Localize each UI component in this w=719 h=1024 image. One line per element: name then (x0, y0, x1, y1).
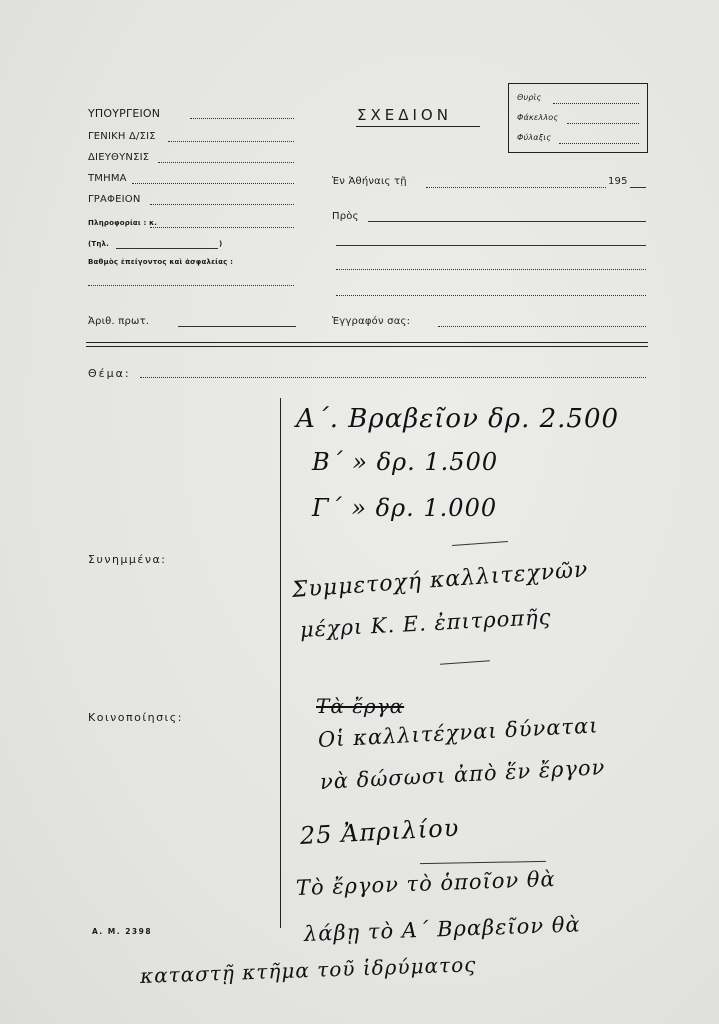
form-code: Α. Μ. 2398 (92, 927, 153, 936)
handwritten-line-11: λάβῃ τὸ Α΄ Βραβεῖον θὰ (303, 912, 581, 946)
to-line-3 (336, 269, 646, 270)
keeping-label: Φύλαξις (517, 133, 552, 142)
margin-divider (280, 398, 281, 928)
handwritten-underline (420, 861, 546, 864)
year-label: 195 (608, 176, 628, 187)
notification-label: Κοινοποίησις: (88, 711, 183, 724)
handwritten-line-1: Α΄. Βραβεῖον δρ. 2.500 (296, 404, 620, 434)
folder-line (567, 123, 639, 124)
door-label: Θυρὶς (517, 93, 542, 102)
handwritten-dash-1 (452, 541, 508, 546)
handwritten-line-7: Οἱ καλλιτέχναι δύναται (317, 713, 600, 752)
handwritten-line-10: Τὸ ἔργον τὸ ὁποῖον θὰ (295, 866, 557, 900)
department-line (132, 183, 294, 184)
phone-label: (Τηλ. (88, 240, 110, 248)
to-line-2 (336, 245, 646, 246)
info-label: Πληροφορίαι : κ. (88, 219, 158, 227)
ministry-line (190, 118, 294, 119)
title-underline (356, 126, 480, 127)
to-label: Πρὸς (332, 211, 359, 222)
date-line (426, 187, 606, 188)
handwritten-struck-line: Τὰ ἔργα (316, 694, 405, 718)
office-label: ΓΡΑΦΕΙΟΝ (88, 194, 141, 205)
to-line-4 (336, 295, 646, 296)
keeping-line (559, 143, 639, 144)
general-directorate-line (168, 141, 294, 142)
general-directorate-label: ΓΕΝΙΚΗ Δ/ΣΙΣ (88, 131, 156, 142)
handwritten-line-4: Συμμετοχή καλλιτεχνῶν (291, 557, 590, 603)
phone-close: ) (219, 240, 223, 248)
urgency-label: Βαθμὸς ἐπείγοντος καὶ ἀσφαλείας : (88, 258, 234, 266)
year-line (630, 187, 646, 188)
ministry-label: ΥΠΟΥΡΓΕΙΟΝ (88, 107, 161, 120)
handwritten-line-12: καταστῇ κτῆμα τοῦ ἱδρύματος (139, 952, 477, 988)
folder-label: Φάκελλος (517, 113, 559, 122)
protocol-label: Ἀριθ. πρωτ. (88, 316, 150, 327)
office-line (150, 204, 294, 205)
handwritten-line-5: μέχρι Κ. Ε. ἐπιτροπῆς (299, 604, 552, 642)
to-line-1 (368, 221, 646, 222)
attachments-label: Συνημμένα: (88, 553, 167, 566)
directorate-label: ΔΙΕΥΘΥΝΣΙΣ (88, 152, 150, 163)
your-document-label: Ἐγγραφόν σας: (332, 316, 411, 327)
urgency-line (88, 285, 294, 286)
handwritten-dash-2 (440, 660, 490, 664)
filing-box (508, 83, 648, 153)
directorate-line (158, 162, 294, 163)
handwritten-line-2: Β΄ » δρ. 1.500 (312, 448, 499, 476)
handwritten-line-8: νὰ δώσωσι ἀπὸ ἕν ἔργον (319, 755, 606, 794)
your-document-line (438, 326, 646, 327)
place-date-label: Ἐν Ἀθήναις τῇ (332, 176, 407, 187)
double-rule (86, 342, 648, 347)
subject-line (140, 377, 646, 378)
phone-line (116, 248, 218, 249)
handwritten-line-9: 25 Ἀπριλίου (299, 813, 460, 850)
subject-label: Θέμα: (88, 367, 131, 380)
door-line (553, 103, 639, 104)
handwritten-line-3: Γ΄ » δρ. 1.000 (312, 494, 498, 522)
department-label: ΤΜΗΜΑ (88, 173, 127, 184)
document-title: ΣΧΕΔΙΟΝ (357, 106, 452, 124)
info-line (150, 227, 294, 228)
protocol-line (178, 326, 296, 327)
